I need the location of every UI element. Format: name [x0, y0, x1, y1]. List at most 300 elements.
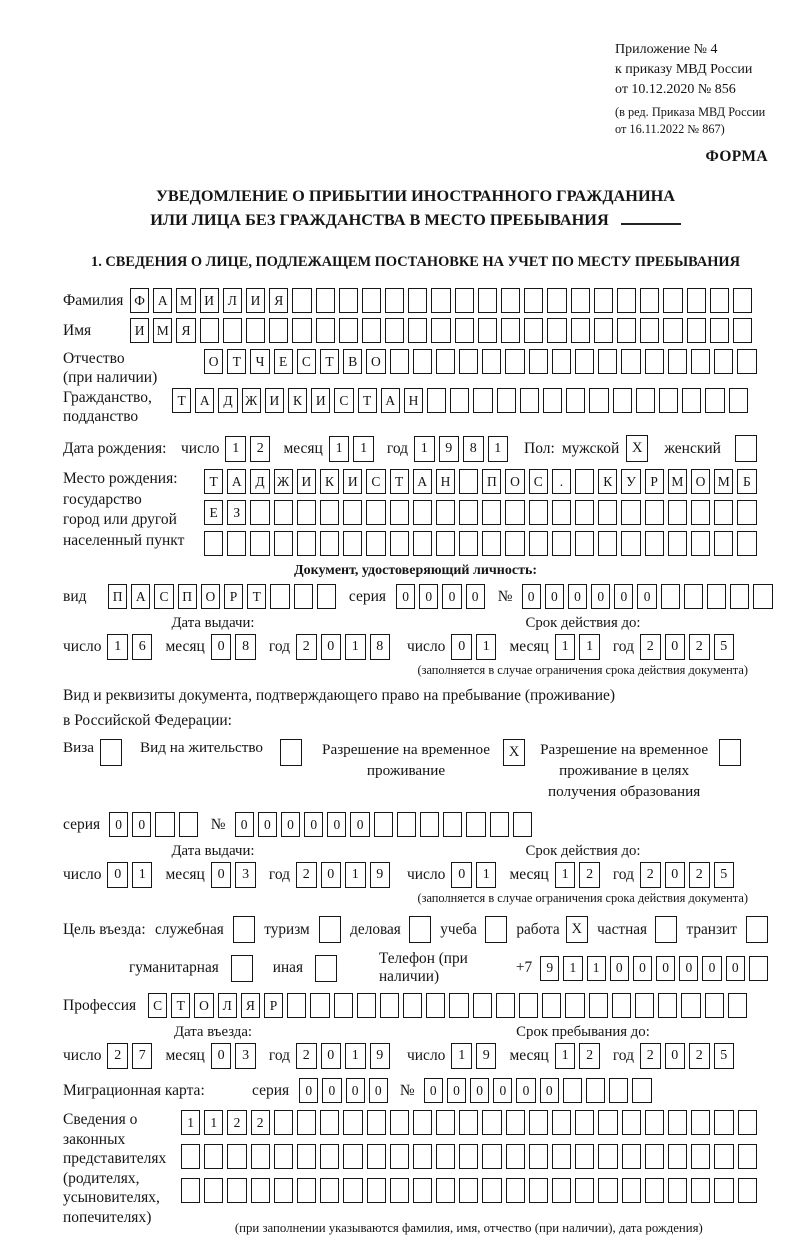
month-digit-cell[interactable]: 2: [579, 1043, 600, 1069]
month-digit-cell[interactable]: 1: [555, 1043, 576, 1069]
char-cell[interactable]: [621, 531, 640, 556]
char-cell[interactable]: [658, 993, 677, 1018]
char-cell[interactable]: [621, 349, 640, 374]
char-cell[interactable]: [413, 1178, 432, 1203]
char-cell[interactable]: [552, 531, 571, 556]
char-cell[interactable]: [636, 388, 655, 413]
char-cell[interactable]: [705, 388, 724, 413]
char-cell[interactable]: [366, 500, 385, 525]
char-cell[interactable]: [320, 531, 339, 556]
year-digit-cell[interactable]: 2: [689, 862, 710, 888]
char-cell[interactable]: [250, 500, 269, 525]
char-cell[interactable]: [459, 1144, 478, 1169]
char-cell[interactable]: [204, 531, 223, 556]
char-cell[interactable]: 0: [424, 1078, 443, 1103]
year-digit-cell[interactable]: 1: [345, 1043, 366, 1069]
char-cell[interactable]: [705, 993, 724, 1018]
char-cell[interactable]: [714, 500, 733, 525]
month-digit-cell[interactable]: 3: [235, 1043, 256, 1069]
char-cell[interactable]: [621, 500, 640, 525]
char-cell[interactable]: [505, 531, 524, 556]
char-cell[interactable]: [427, 388, 446, 413]
char-cell[interactable]: [274, 1178, 293, 1203]
year-digit-cell[interactable]: 1: [345, 634, 366, 660]
char-cell[interactable]: [390, 349, 409, 374]
year-digit-cell[interactable]: 8: [370, 634, 391, 660]
char-cell[interactable]: С: [529, 469, 548, 494]
char-cell[interactable]: [482, 1110, 501, 1135]
char-cell[interactable]: [450, 388, 469, 413]
char-cell[interactable]: [473, 388, 492, 413]
char-cell[interactable]: [571, 318, 590, 343]
char-cell[interactable]: [575, 1144, 594, 1169]
checkbox-residence-permit[interactable]: [280, 739, 302, 766]
char-cell[interactable]: О: [201, 584, 220, 609]
char-cell[interactable]: Н: [404, 388, 423, 413]
year-digit-cell[interactable]: 2: [640, 862, 661, 888]
month-digit-cell[interactable]: 3: [235, 862, 256, 888]
char-cell[interactable]: 0: [516, 1078, 535, 1103]
char-cell[interactable]: [413, 531, 432, 556]
char-cell[interactable]: [707, 584, 726, 609]
year-digit-cell[interactable]: 2: [296, 862, 317, 888]
char-cell[interactable]: [431, 318, 450, 343]
char-cell[interactable]: П: [108, 584, 127, 609]
char-cell[interactable]: [529, 349, 548, 374]
year-digit-cell[interactable]: 0: [665, 1043, 686, 1069]
char-cell[interactable]: [501, 288, 520, 313]
char-cell[interactable]: [668, 531, 687, 556]
char-cell[interactable]: А: [227, 469, 246, 494]
char-cell[interactable]: 0: [132, 812, 151, 837]
char-cell[interactable]: [223, 318, 242, 343]
day-digit-cell[interactable]: 0: [107, 862, 128, 888]
char-cell[interactable]: [367, 1178, 386, 1203]
char-cell[interactable]: [181, 1178, 200, 1203]
char-cell[interactable]: Ч: [250, 349, 269, 374]
char-cell[interactable]: [292, 288, 311, 313]
char-cell[interactable]: [403, 993, 422, 1018]
char-cell[interactable]: [496, 993, 515, 1018]
char-cell[interactable]: [367, 1144, 386, 1169]
char-cell[interactable]: С: [366, 469, 385, 494]
char-cell[interactable]: [681, 993, 700, 1018]
day-digit-cell[interactable]: 1: [476, 634, 497, 660]
char-cell[interactable]: [362, 318, 381, 343]
checkbox-study[interactable]: [485, 916, 507, 943]
char-cell[interactable]: [645, 500, 664, 525]
char-cell[interactable]: [316, 318, 335, 343]
char-cell[interactable]: [297, 1144, 316, 1169]
char-cell[interactable]: Е: [274, 349, 293, 374]
char-cell[interactable]: 0: [591, 584, 610, 609]
char-cell[interactable]: [575, 469, 594, 494]
char-cell[interactable]: [571, 288, 590, 313]
char-cell[interactable]: [575, 349, 594, 374]
char-cell[interactable]: [320, 1178, 339, 1203]
char-cell[interactable]: [413, 349, 432, 374]
char-cell[interactable]: М: [714, 469, 733, 494]
char-cell[interactable]: [661, 584, 680, 609]
char-cell[interactable]: 2: [251, 1110, 270, 1135]
char-cell[interactable]: [598, 500, 617, 525]
char-cell[interactable]: [586, 1078, 605, 1103]
char-cell[interactable]: А: [131, 584, 150, 609]
char-cell[interactable]: М: [668, 469, 687, 494]
checkbox-work[interactable]: X: [566, 916, 588, 943]
char-cell[interactable]: Я: [269, 288, 288, 313]
char-cell[interactable]: 9: [540, 956, 559, 981]
year-digit-cell[interactable]: 5: [714, 634, 735, 660]
char-cell[interactable]: [714, 349, 733, 374]
day-digit-cell[interactable]: 1: [132, 862, 153, 888]
char-cell[interactable]: [179, 812, 198, 837]
char-cell[interactable]: [505, 500, 524, 525]
char-cell[interactable]: Ж: [274, 469, 293, 494]
char-cell[interactable]: [455, 318, 474, 343]
char-cell[interactable]: [251, 1144, 270, 1169]
char-cell[interactable]: З: [227, 500, 246, 525]
year-digit-cell[interactable]: 0: [665, 634, 686, 660]
char-cell[interactable]: 0: [350, 812, 369, 837]
year-digit-cell[interactable]: 1: [488, 436, 509, 462]
char-cell[interactable]: О: [194, 993, 213, 1018]
month-digit-cell[interactable]: 2: [579, 862, 600, 888]
char-cell[interactable]: [490, 812, 509, 837]
char-cell[interactable]: [390, 1178, 409, 1203]
year-digit-cell[interactable]: 0: [321, 1043, 342, 1069]
char-cell[interactable]: [413, 500, 432, 525]
char-cell[interactable]: И: [200, 288, 219, 313]
char-cell[interactable]: [552, 349, 571, 374]
char-cell[interactable]: [426, 993, 445, 1018]
checkbox-sex-male[interactable]: X: [626, 435, 648, 462]
char-cell[interactable]: [227, 531, 246, 556]
char-cell[interactable]: [691, 500, 710, 525]
char-cell[interactable]: Д: [218, 388, 237, 413]
char-cell[interactable]: 0: [442, 584, 461, 609]
char-cell[interactable]: [645, 1178, 664, 1203]
char-cell[interactable]: 0: [493, 1078, 512, 1103]
char-cell[interactable]: 0: [568, 584, 587, 609]
day-digit-cell[interactable]: 7: [132, 1043, 153, 1069]
char-cell[interactable]: [529, 531, 548, 556]
char-cell[interactable]: [513, 812, 532, 837]
char-cell[interactable]: [334, 993, 353, 1018]
char-cell[interactable]: У: [621, 469, 640, 494]
char-cell[interactable]: Т: [227, 349, 246, 374]
char-cell[interactable]: 0: [327, 812, 346, 837]
char-cell[interactable]: 0: [466, 584, 485, 609]
char-cell[interactable]: 0: [545, 584, 564, 609]
checkbox-private[interactable]: [655, 916, 677, 943]
char-cell[interactable]: Т: [358, 388, 377, 413]
char-cell[interactable]: 0: [679, 956, 698, 981]
char-cell[interactable]: [436, 500, 455, 525]
char-cell[interactable]: [691, 1178, 710, 1203]
char-cell[interactable]: К: [320, 469, 339, 494]
char-cell[interactable]: [390, 500, 409, 525]
char-cell[interactable]: [687, 288, 706, 313]
char-cell[interactable]: [691, 349, 710, 374]
char-cell[interactable]: Я: [176, 318, 195, 343]
char-cell[interactable]: [269, 318, 288, 343]
char-cell[interactable]: [682, 388, 701, 413]
year-digit-cell[interactable]: 1: [345, 862, 366, 888]
char-cell[interactable]: [645, 1110, 664, 1135]
char-cell[interactable]: [478, 288, 497, 313]
char-cell[interactable]: 1: [587, 956, 606, 981]
char-cell[interactable]: А: [413, 469, 432, 494]
char-cell[interactable]: [482, 349, 501, 374]
char-cell[interactable]: [420, 812, 439, 837]
char-cell[interactable]: А: [153, 288, 172, 313]
char-cell[interactable]: [668, 349, 687, 374]
char-cell[interactable]: [343, 1144, 362, 1169]
char-cell[interactable]: [524, 318, 543, 343]
char-cell[interactable]: [366, 531, 385, 556]
char-cell[interactable]: [598, 531, 617, 556]
char-cell[interactable]: [343, 1178, 362, 1203]
char-cell[interactable]: И: [246, 288, 265, 313]
year-digit-cell[interactable]: 8: [463, 436, 484, 462]
char-cell[interactable]: 0: [346, 1078, 365, 1103]
char-cell[interactable]: [501, 318, 520, 343]
month-digit-cell[interactable]: 1: [353, 436, 374, 462]
month-digit-cell[interactable]: 0: [211, 862, 232, 888]
char-cell[interactable]: [316, 288, 335, 313]
char-cell[interactable]: [730, 584, 749, 609]
char-cell[interactable]: Т: [390, 469, 409, 494]
char-cell[interactable]: [339, 318, 358, 343]
char-cell[interactable]: 0: [522, 584, 541, 609]
char-cell[interactable]: [617, 318, 636, 343]
char-cell[interactable]: [598, 1110, 617, 1135]
day-digit-cell[interactable]: 1: [107, 634, 128, 660]
char-cell[interactable]: [622, 1178, 641, 1203]
char-cell[interactable]: 0: [322, 1078, 341, 1103]
char-cell[interactable]: [343, 531, 362, 556]
char-cell[interactable]: [204, 1178, 223, 1203]
day-digit-cell[interactable]: 2: [250, 436, 271, 462]
char-cell[interactable]: 0: [419, 584, 438, 609]
year-digit-cell[interactable]: 9: [370, 1043, 391, 1069]
char-cell[interactable]: [598, 1144, 617, 1169]
year-digit-cell[interactable]: 2: [640, 1043, 661, 1069]
char-cell[interactable]: 2: [227, 1110, 246, 1135]
char-cell[interactable]: Л: [218, 993, 237, 1018]
char-cell[interactable]: [589, 993, 608, 1018]
char-cell[interactable]: [506, 1110, 525, 1135]
char-cell[interactable]: И: [297, 469, 316, 494]
char-cell[interactable]: [543, 388, 562, 413]
char-cell[interactable]: [320, 500, 339, 525]
char-cell[interactable]: [339, 288, 358, 313]
char-cell[interactable]: [431, 288, 450, 313]
char-cell[interactable]: [320, 1110, 339, 1135]
char-cell[interactable]: [645, 1144, 664, 1169]
char-cell[interactable]: А: [195, 388, 214, 413]
year-digit-cell[interactable]: 2: [640, 634, 661, 660]
char-cell[interactable]: [390, 1144, 409, 1169]
char-cell[interactable]: [459, 531, 478, 556]
char-cell[interactable]: [552, 1110, 571, 1135]
char-cell[interactable]: [714, 531, 733, 556]
char-cell[interactable]: [547, 318, 566, 343]
char-cell[interactable]: [691, 531, 710, 556]
char-cell[interactable]: [294, 584, 313, 609]
char-cell[interactable]: [728, 993, 747, 1018]
char-cell[interactable]: 0: [610, 956, 629, 981]
char-cell[interactable]: [482, 531, 501, 556]
checkbox-other[interactable]: [315, 955, 337, 982]
char-cell[interactable]: [737, 531, 756, 556]
char-cell[interactable]: Р: [264, 993, 283, 1018]
char-cell[interactable]: [738, 1144, 757, 1169]
char-cell[interactable]: Т: [204, 469, 223, 494]
char-cell[interactable]: [459, 500, 478, 525]
char-cell[interactable]: О: [505, 469, 524, 494]
char-cell[interactable]: [542, 993, 561, 1018]
checkbox-official[interactable]: [233, 916, 255, 943]
char-cell[interactable]: [317, 584, 336, 609]
char-cell[interactable]: [598, 1178, 617, 1203]
char-cell[interactable]: [663, 318, 682, 343]
char-cell[interactable]: 0: [369, 1078, 388, 1103]
char-cell[interactable]: 0: [281, 812, 300, 837]
char-cell[interactable]: [733, 318, 752, 343]
char-cell[interactable]: 1: [563, 956, 582, 981]
year-digit-cell[interactable]: 9: [370, 862, 391, 888]
char-cell[interactable]: С: [154, 584, 173, 609]
checkbox-temporary-residence[interactable]: X: [503, 739, 525, 766]
char-cell[interactable]: 0: [396, 584, 415, 609]
char-cell[interactable]: .: [552, 469, 571, 494]
day-digit-cell[interactable]: 0: [451, 634, 472, 660]
char-cell[interactable]: Т: [171, 993, 190, 1018]
char-cell[interactable]: [640, 318, 659, 343]
char-cell[interactable]: Е: [204, 500, 223, 525]
char-cell[interactable]: 0: [656, 956, 675, 981]
month-digit-cell[interactable]: 1: [555, 862, 576, 888]
char-cell[interactable]: [287, 993, 306, 1018]
char-cell[interactable]: [575, 1178, 594, 1203]
char-cell[interactable]: [367, 1110, 386, 1135]
char-cell[interactable]: [408, 288, 427, 313]
char-cell[interactable]: [737, 349, 756, 374]
char-cell[interactable]: [320, 1144, 339, 1169]
char-cell[interactable]: [565, 993, 584, 1018]
char-cell[interactable]: [563, 1078, 582, 1103]
char-cell[interactable]: [390, 1110, 409, 1135]
char-cell[interactable]: [524, 288, 543, 313]
char-cell[interactable]: [659, 388, 678, 413]
char-cell[interactable]: Ж: [242, 388, 261, 413]
char-cell[interactable]: [506, 1144, 525, 1169]
year-digit-cell[interactable]: 9: [439, 436, 460, 462]
char-cell[interactable]: И: [343, 469, 362, 494]
checkbox-tourism[interactable]: [319, 916, 341, 943]
char-cell[interactable]: [529, 500, 548, 525]
char-cell[interactable]: [710, 318, 729, 343]
char-cell[interactable]: [594, 288, 613, 313]
char-cell[interactable]: Я: [241, 993, 260, 1018]
char-cell[interactable]: [362, 288, 381, 313]
char-cell[interactable]: [436, 1110, 455, 1135]
char-cell[interactable]: [737, 500, 756, 525]
month-digit-cell[interactable]: 0: [211, 634, 232, 660]
char-cell[interactable]: [594, 318, 613, 343]
char-cell[interactable]: [408, 318, 427, 343]
char-cell[interactable]: [547, 288, 566, 313]
char-cell[interactable]: 0: [235, 812, 254, 837]
char-cell[interactable]: [691, 1144, 710, 1169]
char-cell[interactable]: [552, 500, 571, 525]
year-digit-cell[interactable]: 5: [714, 1043, 735, 1069]
month-digit-cell[interactable]: 1: [329, 436, 350, 462]
year-digit-cell[interactable]: 0: [665, 862, 686, 888]
char-cell[interactable]: [753, 584, 772, 609]
char-cell[interactable]: [436, 531, 455, 556]
char-cell[interactable]: [466, 812, 485, 837]
char-cell[interactable]: [274, 1110, 293, 1135]
month-digit-cell[interactable]: 8: [235, 634, 256, 660]
char-cell[interactable]: [274, 500, 293, 525]
char-cell[interactable]: М: [153, 318, 172, 343]
day-digit-cell[interactable]: 1: [225, 436, 246, 462]
char-cell[interactable]: [251, 1178, 270, 1203]
char-cell[interactable]: [478, 318, 497, 343]
char-cell[interactable]: [310, 993, 329, 1018]
char-cell[interactable]: С: [148, 993, 167, 1018]
char-cell[interactable]: [343, 1110, 362, 1135]
char-cell[interactable]: Р: [224, 584, 243, 609]
char-cell[interactable]: [436, 1178, 455, 1203]
day-digit-cell[interactable]: 6: [132, 634, 153, 660]
char-cell[interactable]: [622, 1110, 641, 1135]
char-cell[interactable]: Т: [320, 349, 339, 374]
char-cell[interactable]: [668, 1178, 687, 1203]
char-cell[interactable]: [274, 531, 293, 556]
char-cell[interactable]: Т: [247, 584, 266, 609]
char-cell[interactable]: [380, 993, 399, 1018]
char-cell[interactable]: Б: [737, 469, 756, 494]
char-cell[interactable]: [519, 993, 538, 1018]
char-cell[interactable]: [749, 956, 768, 981]
char-cell[interactable]: С: [297, 349, 316, 374]
char-cell[interactable]: [575, 531, 594, 556]
char-cell[interactable]: [204, 1144, 223, 1169]
char-cell[interactable]: [297, 531, 316, 556]
checkbox-sex-female[interactable]: [735, 435, 757, 462]
char-cell[interactable]: А: [381, 388, 400, 413]
char-cell[interactable]: [663, 288, 682, 313]
char-cell[interactable]: 0: [637, 584, 656, 609]
char-cell[interactable]: Р: [645, 469, 664, 494]
char-cell[interactable]: [714, 1144, 733, 1169]
char-cell[interactable]: И: [265, 388, 284, 413]
char-cell[interactable]: 0: [470, 1078, 489, 1103]
char-cell[interactable]: [613, 388, 632, 413]
char-cell[interactable]: 0: [109, 812, 128, 837]
day-digit-cell[interactable]: 9: [476, 1043, 497, 1069]
month-digit-cell[interactable]: 1: [579, 634, 600, 660]
char-cell[interactable]: [270, 584, 289, 609]
day-digit-cell[interactable]: 2: [107, 1043, 128, 1069]
char-cell[interactable]: [505, 349, 524, 374]
char-cell[interactable]: [645, 349, 664, 374]
char-cell[interactable]: [459, 469, 478, 494]
